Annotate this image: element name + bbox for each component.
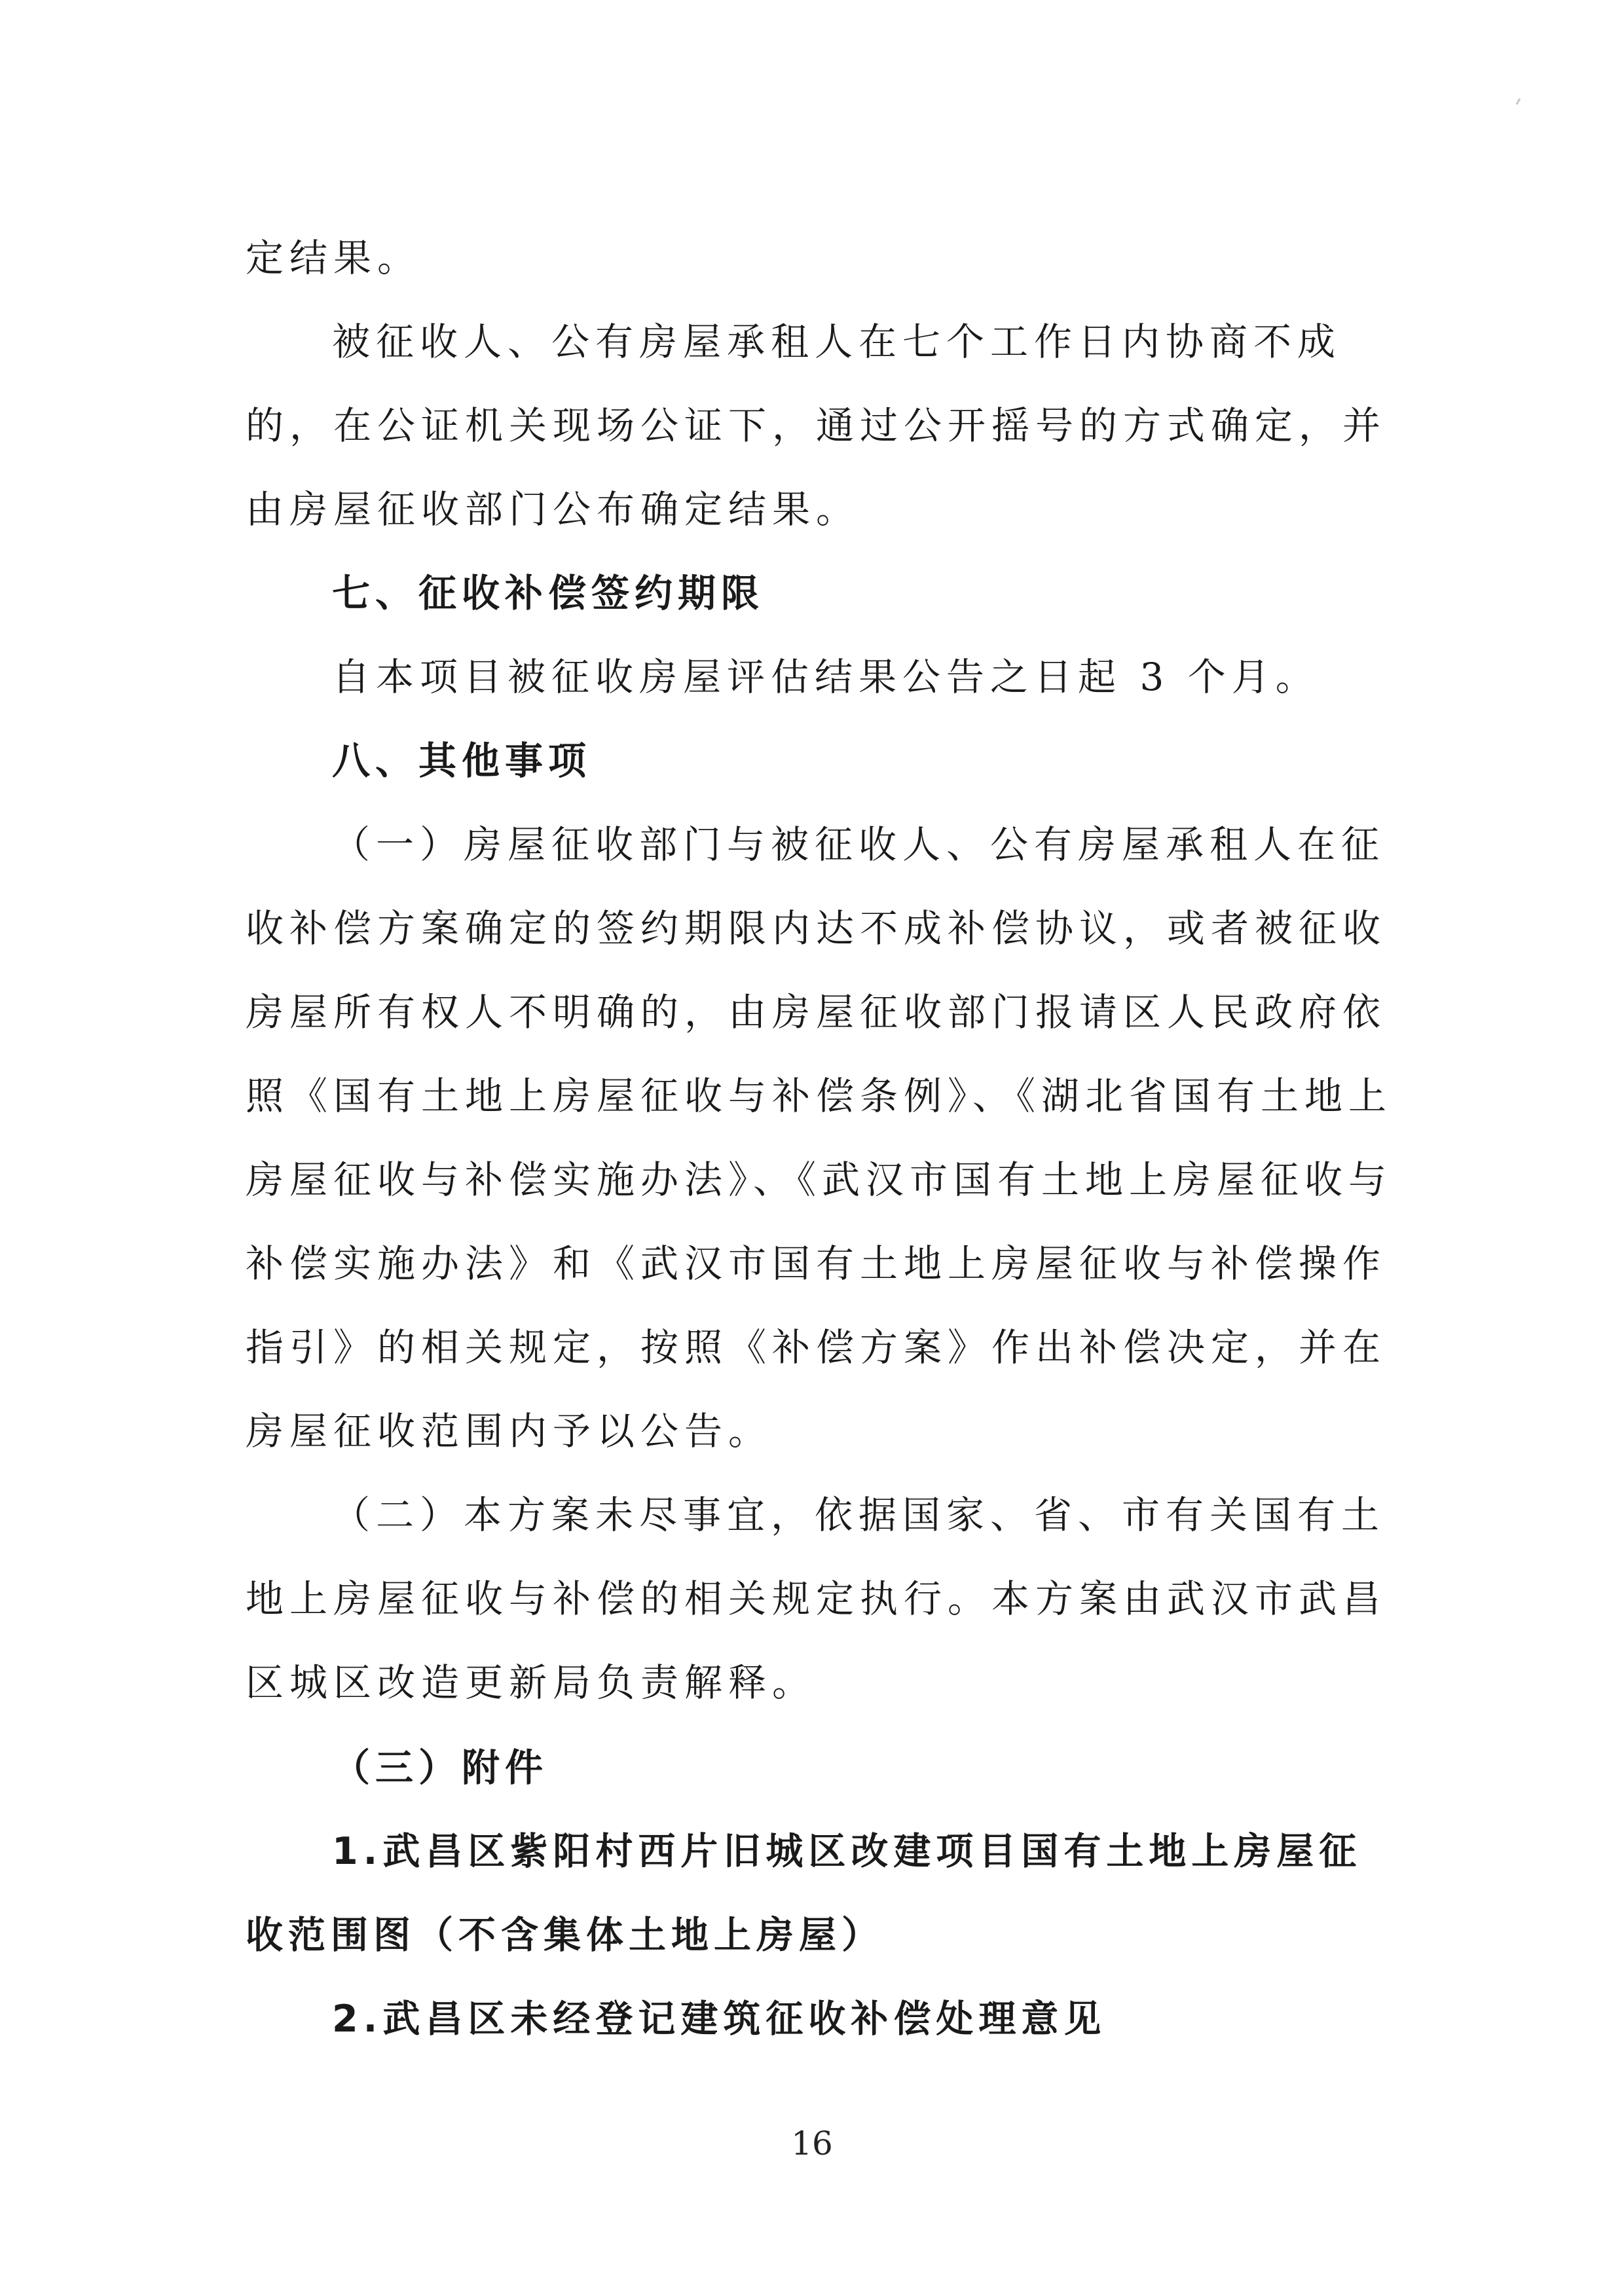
attachment-item-1: 1.武昌区紫阳村西片旧城区改建项目国有土地上房屋征收范围图（不含集体土地上房屋） [246, 1830, 1362, 1957]
scan-artifact [1516, 98, 1521, 105]
attachment-item-2: 2.武昌区未经登记建筑征收补偿处理意见 [332, 1997, 1107, 2041]
page-number: 16 [791, 2124, 833, 2162]
paragraph-8-2: （二）本方案未尽事宜，依据国家、省、市有关国有土地上房屋征收与补偿的相关规定执行。本方案由武汉市武昌区城区改造更新局负责解释。 [246, 1493, 1387, 1705]
section-heading-8: 八、其他事项 [332, 738, 592, 783]
paragraph-7: 自本项目被征收房屋评估结果公告之日起 3 个月。 [332, 655, 1320, 699]
paragraph-xieshang: 被征收人、公有房屋承租人在七个工作日内协商不成的，在公证机关现场公证下，通过公开摇号的方式确定，并由房屋征收部门公布确定结果。 [246, 319, 1387, 532]
paragraph-ding-jieguo: 定结果。 [246, 236, 422, 280]
section-heading-7: 七、征收补偿签约期限 [332, 571, 765, 615]
paragraph-8-1: （一）房屋征收部门与被征收人、公有房屋承租人在征收补偿方案确定的签约期限内达不成补偿协议，或者被征收房屋所有权人不明确的，由房屋征收部门报请区人民政府依照《国有土地上房屋征收与补偿条例》、《湖北省国有土地上房屋征收与补偿实施办法》、《武汉市国有土地上房屋征收与补偿实施办法》和《武汉市国有土地上房屋征收与补偿操作指引》的相关规定，按照《补偿方案》作出补偿决定，并在房屋征收范围内予以公告。 [246, 822, 1393, 1453]
subheading-8-3: （三）附件 [332, 1745, 549, 1790]
